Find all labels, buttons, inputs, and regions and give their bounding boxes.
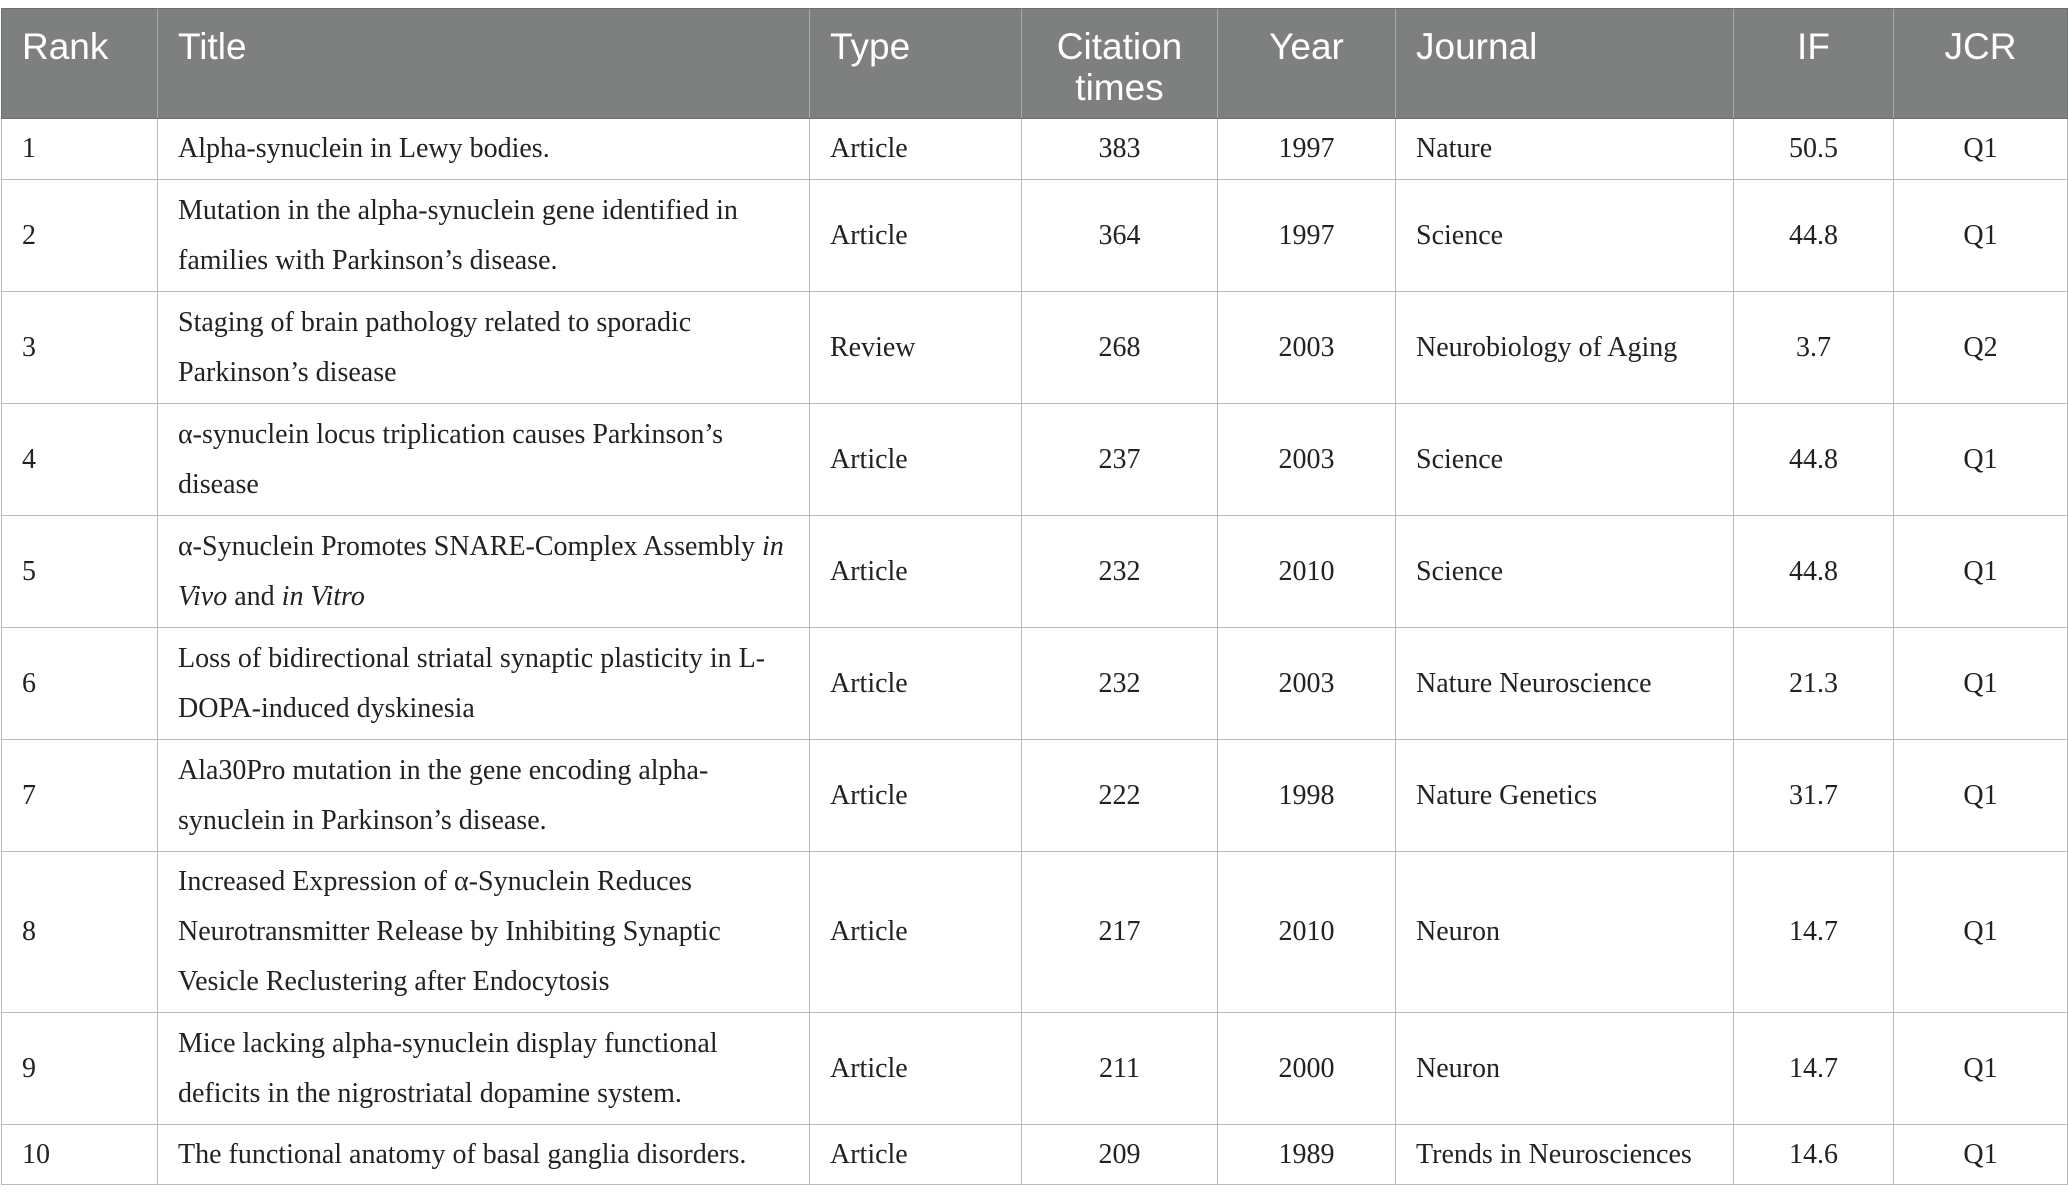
- cell-rank: 1: [2, 119, 158, 180]
- cell-rank: 2: [2, 180, 158, 292]
- cell-if: 21.3: [1734, 628, 1894, 740]
- header-year: Year: [1218, 9, 1396, 119]
- cell-title: Increased Expression of α-Synuclein Reduces Neurotransmitter Release by Inhibiting Synaptic Vesicle Reclustering after Endocytosis: [158, 852, 810, 1013]
- title-italic-in-vivo: in Vivo: [178, 530, 784, 612]
- header-jcr: JCR: [1894, 9, 2068, 119]
- cell-year: 1998: [1218, 740, 1396, 852]
- cell-year: 2003: [1218, 292, 1396, 404]
- cell-year: 2010: [1218, 516, 1396, 628]
- cell-journal: Neuron: [1396, 1013, 1734, 1125]
- cell-title: Loss of bidirectional striatal synaptic plasticity in L-DOPA-induced dyskinesia: [158, 628, 810, 740]
- cell-if: 44.8: [1734, 180, 1894, 292]
- cell-journal: Science: [1396, 180, 1734, 292]
- cell-type: Article: [810, 119, 1022, 180]
- cell-title: [158, 516, 810, 628]
- cell-rank: 10: [2, 1125, 158, 1185]
- cell-type: Article: [810, 404, 1022, 516]
- cell-year: 1989: [1218, 1125, 1396, 1185]
- cell-rank: 5: [2, 516, 158, 628]
- cell-year: 2003: [1218, 628, 1396, 740]
- cell-citations: 232: [1022, 628, 1218, 740]
- cell-title: The functional anatomy of basal ganglia disorders.: [158, 1125, 810, 1185]
- cell-type: Article: [810, 852, 1022, 1013]
- header-citation-times: [1022, 9, 1218, 119]
- table-row: [2, 740, 2068, 852]
- citation-table-container: [1, 8, 2067, 1185]
- cell-type: Review: [810, 292, 1022, 404]
- cell-citations: 232: [1022, 516, 1218, 628]
- cell-if: 50.5: [1734, 119, 1894, 180]
- table-row: [2, 404, 2068, 516]
- table-row: [2, 119, 2068, 180]
- cell-citations: 383: [1022, 119, 1218, 180]
- cell-journal: Science: [1396, 404, 1734, 516]
- title-italic-in-vitro: in Vitro: [281, 580, 365, 612]
- cell-year: 2000: [1218, 1013, 1396, 1125]
- cell-if: 14.6: [1734, 1125, 1894, 1185]
- table-row: [2, 180, 2068, 292]
- cell-citations: 364: [1022, 180, 1218, 292]
- cell-jcr: Q1: [1894, 1125, 2068, 1185]
- cell-type: Article: [810, 516, 1022, 628]
- cell-citations: 268: [1022, 292, 1218, 404]
- cell-if: 44.8: [1734, 404, 1894, 516]
- header-if: IF: [1734, 9, 1894, 119]
- cell-if: 14.7: [1734, 1013, 1894, 1125]
- cell-jcr: Q1: [1894, 404, 2068, 516]
- cell-title: Staging of brain pathology related to sporadic Parkinson’s disease: [158, 292, 810, 404]
- cell-rank: 4: [2, 404, 158, 516]
- cell-rank: 8: [2, 852, 158, 1013]
- cell-type: Article: [810, 1013, 1022, 1125]
- cell-if: 44.8: [1734, 516, 1894, 628]
- cell-jcr: Q1: [1894, 628, 2068, 740]
- cell-type: Article: [810, 740, 1022, 852]
- cell-rank: 7: [2, 740, 158, 852]
- cell-journal: Nature Neuroscience: [1396, 628, 1734, 740]
- cell-jcr: Q1: [1894, 180, 2068, 292]
- cell-citations: 237: [1022, 404, 1218, 516]
- table-row: [2, 1125, 2068, 1185]
- cell-rank: 6: [2, 628, 158, 740]
- cell-title: Alpha-synuclein in Lewy bodies.: [158, 119, 810, 180]
- header-row: [2, 9, 2068, 119]
- cell-if: 14.7: [1734, 852, 1894, 1013]
- cell-if: 3.7: [1734, 292, 1894, 404]
- cell-journal: Nature: [1396, 119, 1734, 180]
- cell-citations: 217: [1022, 852, 1218, 1013]
- cell-journal: Science: [1396, 516, 1734, 628]
- cell-title: α-synuclein locus triplication causes Parkinson’s disease: [158, 404, 810, 516]
- cell-type: Article: [810, 180, 1022, 292]
- cell-journal: Neuron: [1396, 852, 1734, 1013]
- cell-year: 2003: [1218, 404, 1396, 516]
- cell-type: Article: [810, 628, 1022, 740]
- cell-rank: 3: [2, 292, 158, 404]
- cell-title: Ala30Pro mutation in the gene encoding alpha-synuclein in Parkinson’s disease.: [158, 740, 810, 852]
- cell-jcr: Q1: [1894, 740, 2068, 852]
- table-row: [2, 852, 2068, 1013]
- header-title: Title: [158, 9, 810, 119]
- cell-journal: Neurobiology of Aging: [1396, 292, 1734, 404]
- cell-rank: 9: [2, 1013, 158, 1125]
- cell-type: Article: [810, 1125, 1022, 1185]
- cell-title: Mutation in the alpha-synuclein gene identified in families with Parkinson’s disease.: [158, 180, 810, 292]
- cell-year: 1997: [1218, 119, 1396, 180]
- header-citation-line1: Citation: [1056, 26, 1183, 67]
- cell-journal: Trends in Neurosciences: [1396, 1125, 1734, 1185]
- table-row: [2, 628, 2068, 740]
- table-row: [2, 1013, 2068, 1125]
- cell-citations: 211: [1022, 1013, 1218, 1125]
- cell-year: 1997: [1218, 180, 1396, 292]
- top-cited-papers-table: [1, 8, 2068, 1185]
- table-row: [2, 292, 2068, 404]
- header-type: Type: [810, 9, 1022, 119]
- cell-year: 2010: [1218, 852, 1396, 1013]
- title-text: α-Synuclein Promotes SNARE-Complex Assembly: [178, 530, 762, 562]
- header-journal: Journal: [1396, 9, 1734, 119]
- table-body: [2, 119, 2068, 1185]
- header-rank: Rank: [2, 9, 158, 119]
- cell-jcr: Q1: [1894, 852, 2068, 1013]
- cell-citations: 209: [1022, 1125, 1218, 1185]
- cell-if: 31.7: [1734, 740, 1894, 852]
- cell-jcr: Q2: [1894, 292, 2068, 404]
- cell-title: Mice lacking alpha-synuclein display functional deficits in the nigrostriatal dopamine system.: [158, 1013, 810, 1125]
- table-row: [2, 516, 2068, 628]
- header-citation-line2: times: [1075, 67, 1164, 108]
- cell-jcr: Q1: [1894, 119, 2068, 180]
- cell-citations: 222: [1022, 740, 1218, 852]
- title-text-and: and: [227, 580, 282, 612]
- cell-journal: Nature Genetics: [1396, 740, 1734, 852]
- table-header: [2, 9, 2068, 119]
- cell-jcr: Q1: [1894, 516, 2068, 628]
- cell-jcr: Q1: [1894, 1013, 2068, 1125]
